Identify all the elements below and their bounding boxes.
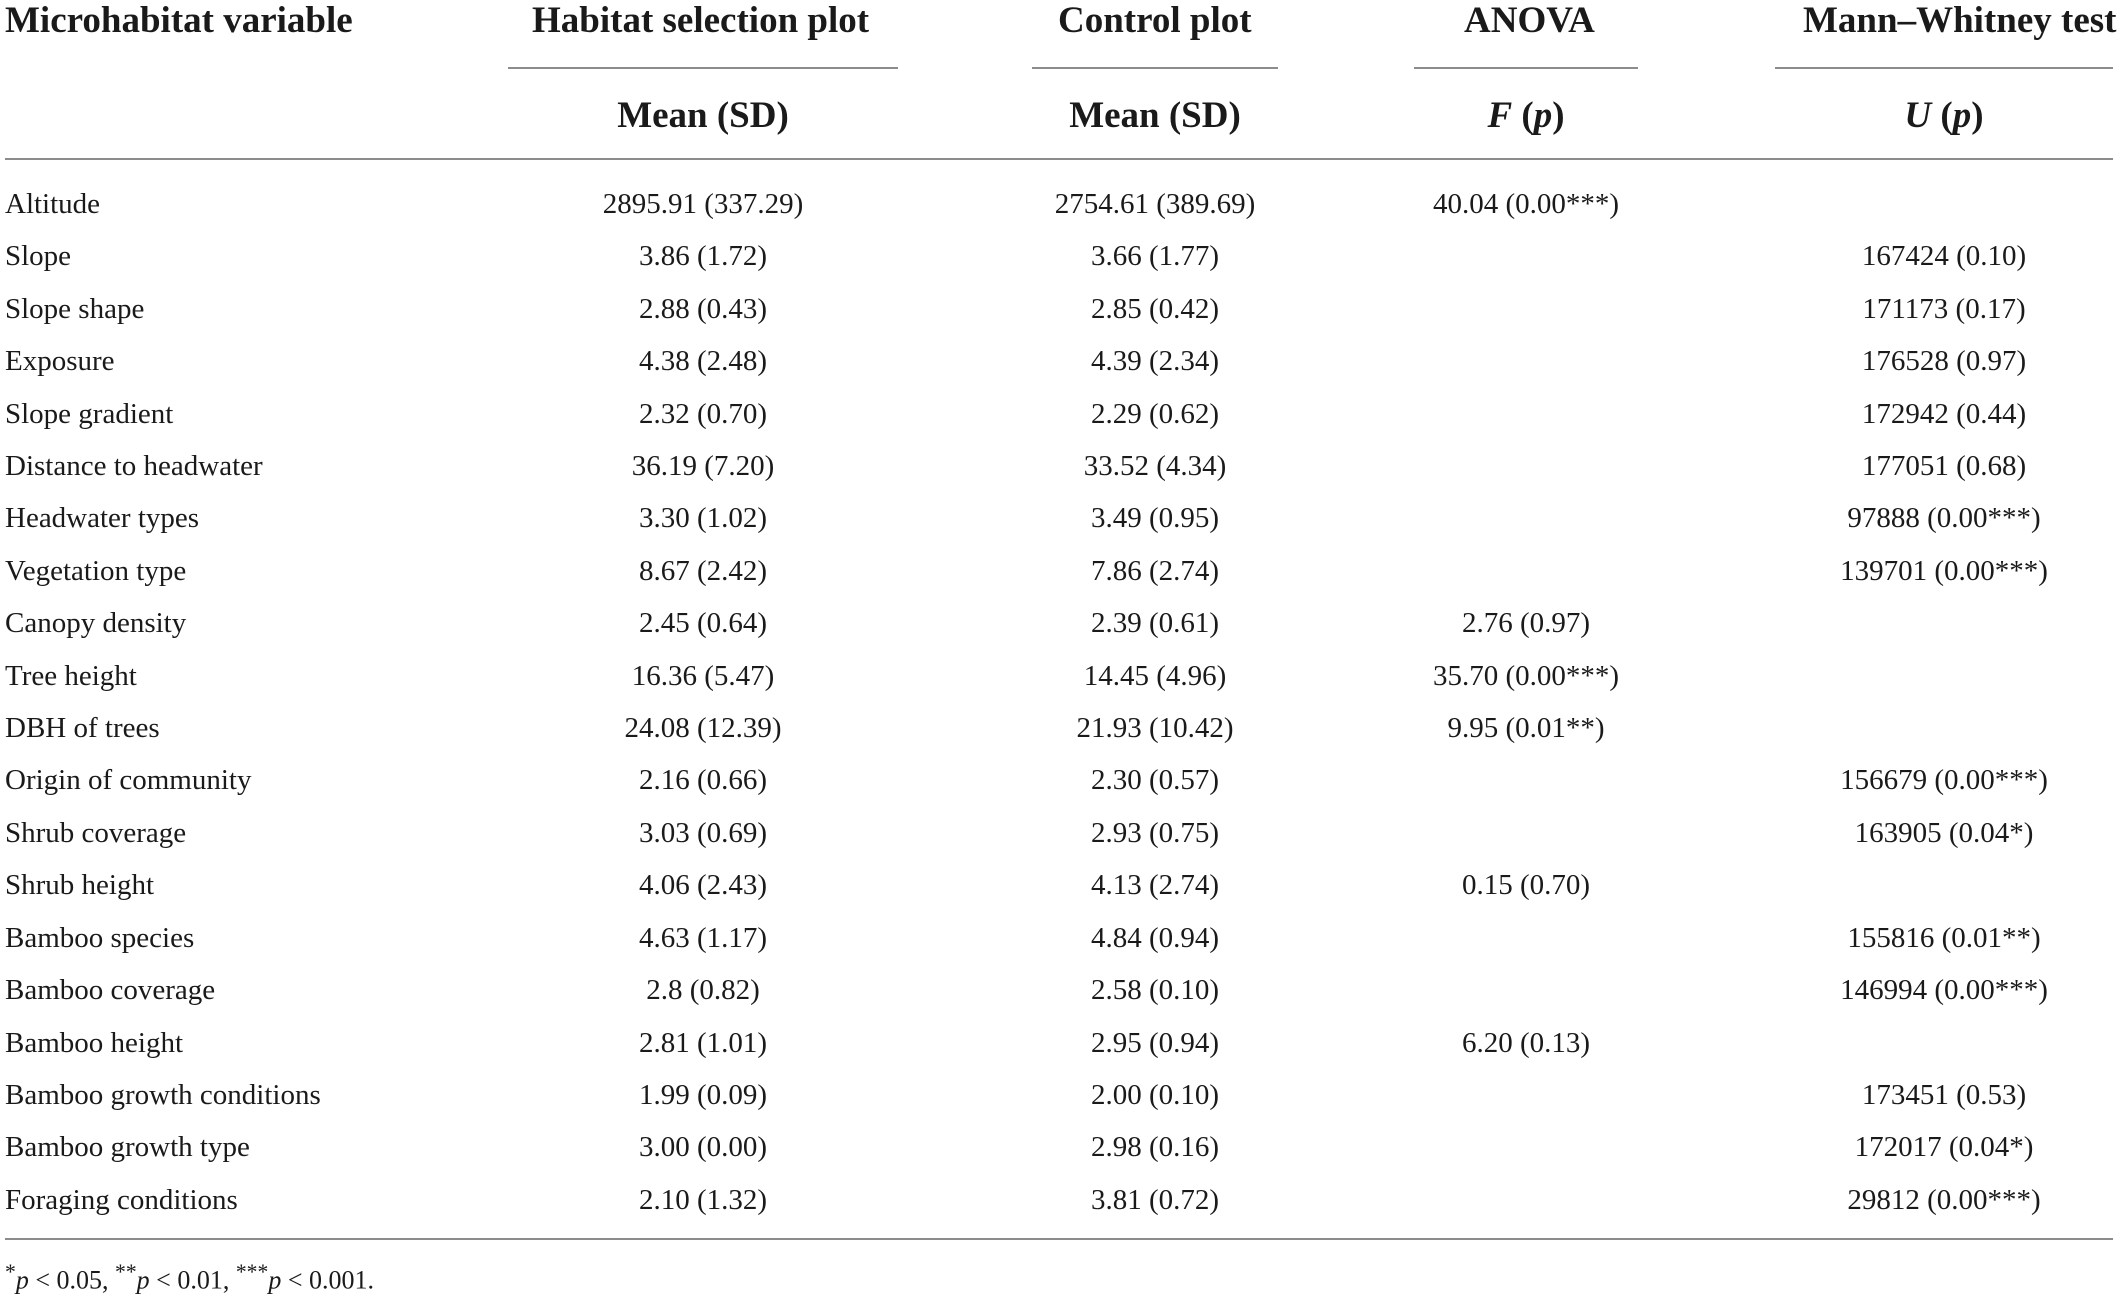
cell-mann-whitney: 97888 (0.00***) <box>1847 502 2041 535</box>
table-row <box>0 650 2117 702</box>
cell-habitat: 2.16 (0.66) <box>638 764 768 797</box>
table-row <box>0 1174 2117 1226</box>
table-row <box>0 807 2117 859</box>
cell-anova: 40.04 (0.00***) <box>1432 188 1620 220</box>
table-row <box>0 545 2117 597</box>
cell-mann-whitney: 139701 (0.00***) <box>1840 554 2048 587</box>
cell-mann-whitney <box>1775 859 2113 911</box>
table-row <box>0 964 2117 1016</box>
cell-variable: Bamboo height <box>5 1026 184 1059</box>
cell-habitat: 36.19 (7.20) <box>631 450 775 483</box>
cell-variable: Bamboo coverage <box>5 974 216 1007</box>
header-mann-whitney: Mann–Whitney test <box>1803 0 2117 41</box>
cell-variable: Origin of community <box>5 764 252 797</box>
cell-mann-whitney: 156679 (0.00***) <box>1840 764 2048 797</box>
anova-group-rule <box>1414 67 1638 69</box>
cell-mann-whitney <box>1775 1017 2113 1069</box>
cell-variable: Foraging conditions <box>5 1183 238 1216</box>
header-habitat-plot: Habitat selection plot <box>532 0 870 41</box>
table-row <box>0 335 2117 387</box>
cell-anova: 35.70 (0.00***) <box>1432 659 1620 692</box>
cell-mann-whitney: 163905 (0.04*) <box>1854 816 2034 849</box>
cell-variable: Vegetation type <box>5 554 187 587</box>
cell-habitat: 3.86 (1.72) <box>638 240 768 273</box>
cell-anova: 2.76 (0.97) <box>1461 607 1591 640</box>
cell-variable: DBH of trees <box>5 712 160 745</box>
cell-variable: Slope <box>5 240 72 273</box>
cell-control: 3.81 (0.72) <box>1090 1183 1220 1216</box>
cell-mann-whitney: 29812 (0.00***) <box>1847 1183 2041 1216</box>
cell-anova <box>1414 440 1638 492</box>
cell-mann-whitney: 167424 (0.10) <box>1861 240 2027 273</box>
cell-anova <box>1414 545 1638 597</box>
cell-variable: Altitude <box>5 188 101 220</box>
cell-anova: 9.95 (0.01**) <box>1447 712 1605 745</box>
cell-mann-whitney: 155816 (0.01**) <box>1847 921 2041 954</box>
habitat-group-rule <box>508 67 898 69</box>
cell-mann-whitney: 172017 (0.04*) <box>1854 1131 2034 1164</box>
cell-habitat: 2.45 (0.64) <box>638 607 768 640</box>
table-row <box>0 702 2117 754</box>
table-row <box>0 597 2117 649</box>
cell-control: 2.00 (0.10) <box>1090 1078 1220 1111</box>
cell-habitat: 4.63 (1.17) <box>638 921 768 954</box>
table-bottom-rule <box>5 1238 2113 1240</box>
table-row <box>0 283 2117 335</box>
cell-control: 4.13 (2.74) <box>1090 869 1220 902</box>
cell-anova <box>1414 1121 1638 1173</box>
cell-anova <box>1414 1174 1638 1226</box>
header-variable: Microhabitat variable <box>5 0 353 41</box>
cell-control: 2.29 (0.62) <box>1090 397 1220 430</box>
cell-mann-whitney: 177051 (0.68) <box>1861 450 2027 483</box>
cell-control: 2.95 (0.94) <box>1090 1026 1220 1059</box>
cell-variable: Headwater types <box>5 502 200 535</box>
cell-control: 21.93 (10.42) <box>1076 712 1234 745</box>
cell-variable: Shrub height <box>5 869 155 902</box>
table-row <box>0 1069 2117 1121</box>
cell-control: 2.58 (0.10) <box>1090 974 1220 1007</box>
cell-habitat: 24.08 (12.39) <box>624 712 782 745</box>
mann-group-rule <box>1775 67 2113 69</box>
table-row <box>0 912 2117 964</box>
cell-mann-whitney: 171173 (0.17) <box>1862 292 2026 325</box>
cell-control: 33.52 (4.34) <box>1083 450 1227 483</box>
table-row <box>0 230 2117 282</box>
cell-habitat: 3.30 (1.02) <box>638 502 768 535</box>
cell-mann-whitney <box>1775 650 2113 702</box>
cell-habitat: 2.32 (0.70) <box>638 397 768 430</box>
table-row <box>0 492 2117 544</box>
cell-mann-whitney: 146994 (0.00***) <box>1840 974 2048 1007</box>
cell-anova <box>1414 964 1638 1016</box>
cell-control: 4.84 (0.94) <box>1090 921 1220 954</box>
cell-anova <box>1414 1069 1638 1121</box>
cell-control: 2.93 (0.75) <box>1090 816 1220 849</box>
header-bottom-rule <box>5 158 2113 160</box>
cell-habitat: 2895.91 (337.29) <box>602 188 804 220</box>
table-body <box>0 178 2117 1226</box>
table-row <box>0 440 2117 492</box>
cell-habitat: 2.88 (0.43) <box>638 292 768 325</box>
cell-control: 7.86 (2.74) <box>1090 554 1220 587</box>
cell-control: 14.45 (4.96) <box>1083 659 1227 692</box>
subheader-mann-u-p: U (p) <box>1904 95 1984 136</box>
cell-anova <box>1414 912 1638 964</box>
table-row <box>0 388 2117 440</box>
cell-variable: Exposure <box>5 345 115 378</box>
cell-habitat: 3.03 (0.69) <box>638 816 768 849</box>
cell-control: 2.98 (0.16) <box>1090 1131 1220 1164</box>
cell-control: 4.39 (2.34) <box>1090 345 1220 378</box>
cell-mann-whitney: 172942 (0.44) <box>1861 397 2027 430</box>
control-group-rule <box>1032 67 1278 69</box>
subheader-habitat-mean-sd: Mean (SD) <box>617 95 789 136</box>
cell-variable: Bamboo growth type <box>5 1131 250 1164</box>
cell-habitat: 4.38 (2.48) <box>638 345 768 378</box>
cell-habitat: 1.99 (0.09) <box>638 1078 768 1111</box>
cell-habitat: 2.81 (1.01) <box>638 1026 768 1059</box>
header-control-plot: Control plot <box>1058 0 1252 41</box>
table-row <box>0 859 2117 911</box>
table-row <box>0 1121 2117 1173</box>
cell-anova <box>1414 335 1638 387</box>
cell-variable: Canopy density <box>5 607 187 640</box>
cell-habitat: 8.67 (2.42) <box>638 554 768 587</box>
table-footnote: *p < 0.05, **p < 0.01, ***p < 0.001. <box>5 1260 374 1295</box>
subheader-control-mean-sd: Mean (SD) <box>1069 95 1241 136</box>
cell-anova <box>1414 388 1638 440</box>
cell-variable: Slope shape <box>5 292 145 325</box>
cell-habitat: 2.10 (1.32) <box>638 1183 768 1216</box>
cell-variable: Bamboo growth conditions <box>5 1078 321 1111</box>
cell-variable: Bamboo species <box>5 921 195 954</box>
cell-mann-whitney <box>1775 702 2113 754</box>
table-row <box>0 1017 2117 1069</box>
cell-control: 3.66 (1.77) <box>1090 240 1220 273</box>
cell-anova <box>1414 807 1638 859</box>
cell-habitat: 16.36 (5.47) <box>631 659 775 692</box>
cell-mann-whitney <box>1775 597 2113 649</box>
cell-anova: 6.20 (0.13) <box>1461 1026 1591 1059</box>
cell-anova <box>1414 230 1638 282</box>
header-anova: ANOVA <box>1464 0 1595 41</box>
cell-habitat: 3.00 (0.00) <box>638 1131 768 1164</box>
cell-mann-whitney: 176528 (0.97) <box>1861 345 2027 378</box>
table-row <box>0 754 2117 806</box>
subheader-anova-f-p: F (p) <box>1487 95 1565 136</box>
cell-anova <box>1414 754 1638 806</box>
cell-control: 2754.61 (389.69) <box>1054 188 1256 220</box>
cell-anova: 0.15 (0.70) <box>1461 869 1591 902</box>
cell-variable: Slope gradient <box>5 397 174 430</box>
cell-variable: Shrub coverage <box>5 816 187 849</box>
cell-anova <box>1414 492 1638 544</box>
cell-mann-whitney <box>1775 178 2113 230</box>
cell-control: 2.85 (0.42) <box>1090 292 1220 325</box>
cell-habitat: 2.8 (0.82) <box>646 974 760 1007</box>
cell-anova <box>1414 283 1638 335</box>
cell-control: 3.49 (0.95) <box>1090 502 1220 535</box>
cell-habitat: 4.06 (2.43) <box>638 869 768 902</box>
cell-variable: Tree height <box>5 659 137 692</box>
cell-control: 2.39 (0.61) <box>1090 607 1220 640</box>
cell-control: 2.30 (0.57) <box>1090 764 1220 797</box>
table-row <box>0 178 2117 230</box>
cell-mann-whitney: 173451 (0.53) <box>1861 1078 2027 1111</box>
cell-variable: Distance to headwater <box>5 450 263 483</box>
